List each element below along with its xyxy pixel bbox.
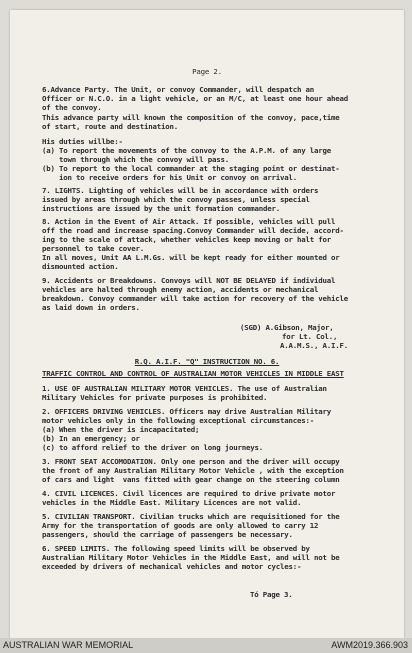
document-line: 4. CIVIL LICENCES. Civil licences are required to drive private motor [42, 489, 336, 498]
document-line: Australian Military Motor Vehicles in the Middle East, and will not be [42, 553, 340, 562]
document-line: This advance party will known the composition of the convoy, pace,time [42, 113, 340, 122]
document-line: of start, route and destination. [42, 122, 178, 131]
document-line: 3. FRONT SEAT ACCOMODATION. Only one person and the driver will occupy [42, 457, 340, 466]
document-line: dismounted action. [42, 262, 119, 271]
document-line: (b) In an emergency; or [42, 434, 140, 443]
page-number: Page 2. [192, 67, 222, 76]
document-line: (a) To report the movements of the convoy to the A.P.M. of any large [42, 146, 331, 155]
document-line: town through which the convoy will pass. [42, 155, 229, 164]
document-line: 6.Advance Party. The Unit, or convoy Commander, will despatch an [42, 85, 314, 94]
document-page [10, 10, 404, 638]
document-line: Military Vehicles for private purposes is prohibited. [42, 393, 268, 402]
document-line: vehicles in the Middle East. Military Licences are not valid. [42, 498, 302, 507]
document-line: instructions are issued by the unit formation commander. [42, 204, 280, 213]
footer-accession-number: AWM2019.366.903 [331, 640, 408, 650]
document-line: Officer or N.C.O. in a light vehicle, or an M/C, at least one hour ahead [42, 94, 348, 103]
document-line: issued by areas through which the convoy passes, unless special [42, 195, 310, 204]
document-line: A.A.M.S., A.I.F. [280, 341, 348, 350]
document-line: (a) When the driver is incapacitated; [42, 425, 200, 434]
document-line: motor vehicles only in the following exceptional circumstances:- [42, 416, 314, 425]
document-line: (b) To report to the local commander at the staging point or destinat- [42, 164, 340, 173]
document-line: 7. LIGHTS. Lighting of vehicles will be in accordance with orders [42, 186, 319, 195]
document-line: 6. SPEED LIMITS. The following speed limits will be observed by [42, 544, 310, 553]
footer-bar [0, 638, 412, 653]
document-line: personnel to take cover. [42, 244, 144, 253]
document-line: for Lt. Col., [282, 332, 338, 341]
document-line: 1. USE OF AUSTRALIAN MILITARY MOTOR VEHICLES. The use of Australian [42, 384, 327, 393]
document-line: of the convoy. [42, 103, 102, 112]
document-line: In all moves, Unit AA L.M.Gs. will be kept ready for either mounted or [42, 253, 340, 262]
document-line: 9. Accidents or Breakdowns. Convoys will NOT BE DELAYED if individual [42, 276, 336, 285]
document-line: passengers, should the carriage of passengers be necessary. [42, 530, 293, 539]
document-line: Army for the transportation of goods are only allowed to carry 12 [42, 521, 319, 530]
document-line: as laid down in orders. [42, 303, 140, 312]
document-line: (SGD) A.Gibson, Major, [240, 323, 334, 332]
document-line: R.Q. A.I.F. "Q" INSTRUCTION NO. 6. [134, 357, 280, 366]
document-line: breakdown. Convoy commander will take action for recovery of the vehicle [42, 294, 348, 303]
document-line: the front of any Australian Military Motor Vehicle , with the exception [42, 466, 344, 475]
document-line: vehicles are halted through enemy action, accidents or mechanical [42, 285, 319, 294]
document-line: His duties willbe:- [42, 137, 123, 146]
document-line: (c) to afford relief to the driver on long journeys. [42, 443, 263, 452]
document-line: Tó Page 3. [250, 590, 293, 599]
document-line: 2. OFFICERS DRIVING VEHICLES. Officers may drive Australian Military [42, 407, 331, 416]
footer-source: AUSTRALIAN WAR MEMORIAL [3, 640, 134, 650]
document-line: off the road and increase spacing.Convoy Commander will decide, accord- [42, 226, 344, 235]
document-line: ing to the scale of attack, whether vehicles keep moving or halt for [42, 235, 331, 244]
document-line: 8. Action in the Event of Air Attack. If possible, vehicles will pull [42, 217, 336, 226]
document-line: TRAFFIC CONTROL AND CONTROL OF AUSTRALIAN MOTOR VEHICLES IN MIDDLE EAST [42, 369, 344, 378]
document-line: of cars and light vans fitted with gear change on the steering column [42, 475, 340, 484]
document-line: 5. CIVILIAN TRANSPORT. Civilian trucks which are requisitioned for the [42, 512, 340, 521]
document-line: ion to receive orders for his Unit or convoy on arrival. [42, 173, 297, 182]
document-line: exceeded by drivers of mechanical vehicles and motor cycles:- [42, 562, 302, 571]
